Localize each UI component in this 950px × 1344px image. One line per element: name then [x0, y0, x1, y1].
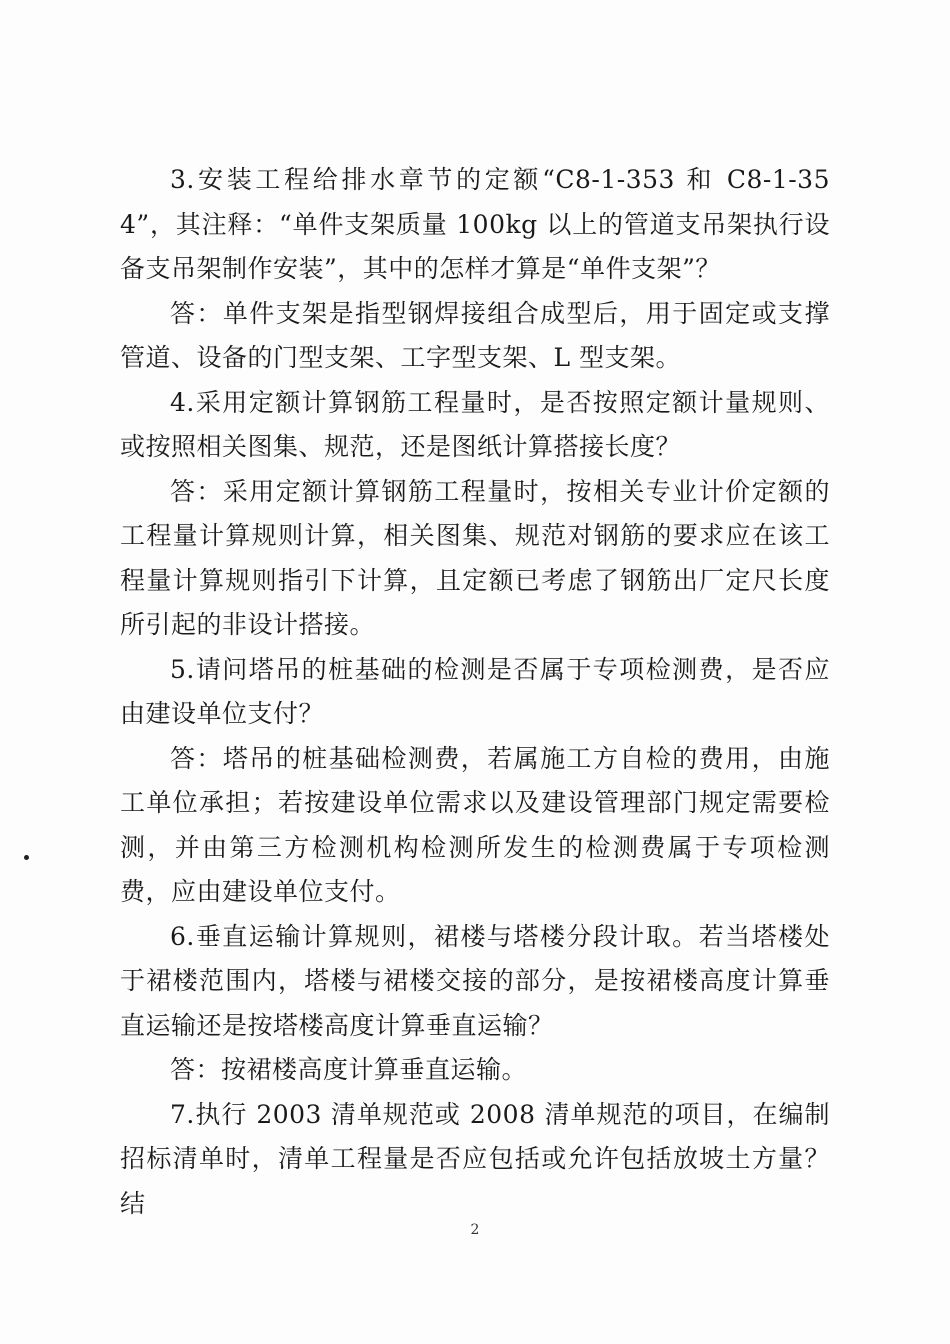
answer-3: 答：单件支架是指型钢焊接组合成型后，用于固定或支撑管道、设备的门型支架、工字型支架、L 型支架。 [120, 298, 830, 372]
scan-speck [24, 855, 29, 860]
question-5: 5.请问塔吊的桩基础的检测是否属于专项检测费，是否应由建设单位支付？ [120, 654, 830, 728]
page-number: 2 [470, 1222, 480, 1238]
answer-4: 答：采用定额计算钢筋工程量时，按相关专业计价定额的工程量计算规则计算，相关图集、规范对钢筋的要求应在该工程量计算规则指引下计算，且定额已考虑了钢筋出厂定尺长度所引起的非设计搭接。 [120, 476, 830, 639]
answer-6: 答：按裙楼高度计算垂直运输。 [170, 1055, 528, 1084]
question-6: 6.垂直运输计算规则，裙楼与塔楼分段计取。若当塔楼处于裙楼范围内，塔楼与裙楼交接的部分，是按裙楼高度计算垂直运输还是按塔楼高度计算垂直运输？ [120, 921, 830, 1040]
answer-5: 答：塔吊的桩基础检测费，若属施工方自检的费用，由施工单位承担；若按建设单位需求以及建设管理部门规定需要检测，并由第三方检测机构检测所发生的检测费属于专项检测费，应由建设单位支付。 [120, 743, 830, 906]
question-4: 4.采用定额计算钢筋工程量时，是否按照定额计量规则、或按照相关图集、规范，还是图纸计算搭接长度？ [120, 387, 830, 461]
question-3: 3.安装工程给排水章节的定额“C8-1-353 和 C8-1-354”，其注释：“单件支架质量 100kg 以上的管道支吊架执行设备支吊架制作安装”，其中的怎样才算是“单件支架”？ [120, 165, 830, 283]
document-body [120, 158, 830, 1226]
question-7: 7.执行 2003 清单规范或 2008 清单规范的项目，在编制招标清单时，清单工程量是否应包括或允许包括放坡土方量？结 [120, 1099, 830, 1218]
